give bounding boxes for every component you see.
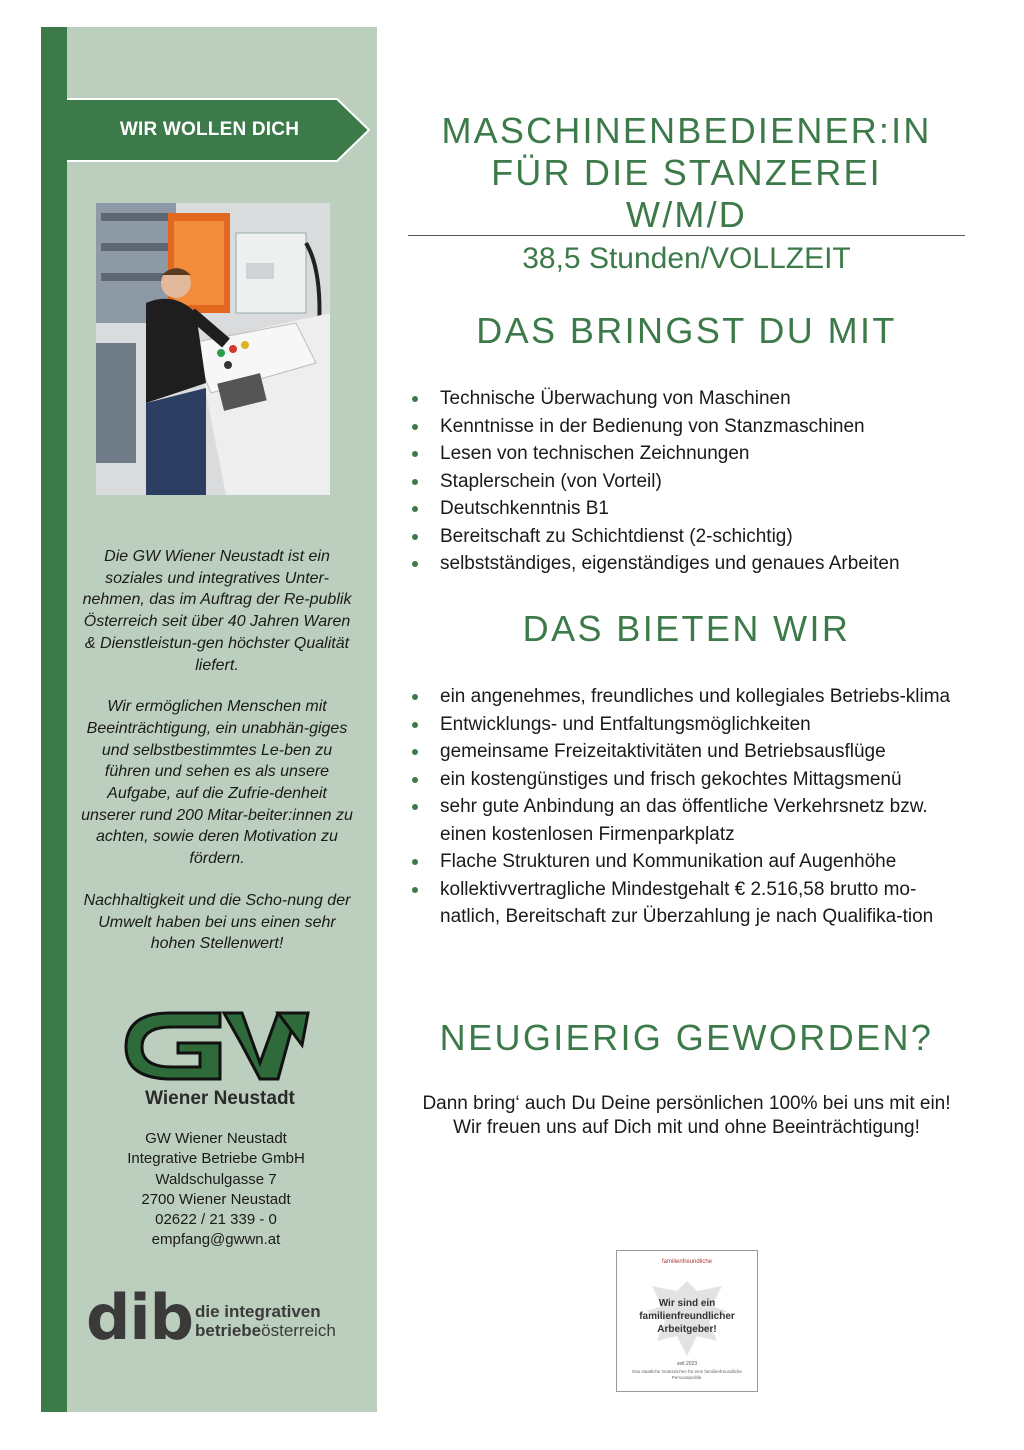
worker-photo xyxy=(96,203,330,495)
dib-logo-text xyxy=(195,1302,336,1340)
list-item: ein kostengünstiges und frisch gekochtes Mittagsmenü xyxy=(410,766,958,794)
address-line: Integrative Betriebe GmbH xyxy=(127,1150,305,1168)
call-to-action xyxy=(408,1092,965,1139)
address-line: 2700 Wiener Neustadt xyxy=(141,1190,291,1208)
seal-top-text: familienfreundliche xyxy=(661,1259,713,1265)
banner xyxy=(67,97,370,163)
list-item: Flache Strukturen und Kommunikation auf Augenhöhe xyxy=(410,848,958,876)
heading-requirements: DAS BRINGST DU MIT xyxy=(476,310,897,351)
requirements-list xyxy=(410,385,970,578)
list-item: Deutschkenntnis B1 xyxy=(410,495,970,523)
cta-line-1: Dann bring‘ auch Du Deine persönlichen 100% bei uns mit ein! xyxy=(422,1093,951,1114)
company-about xyxy=(78,546,356,975)
seal-line: Wir sind ein xyxy=(658,1298,716,1309)
job-title xyxy=(408,110,965,236)
job-title-line: MASCHINENBEDIENER:IN xyxy=(441,110,932,151)
list-item: Lesen von technischen Zeichnungen xyxy=(410,440,970,468)
job-title-line: W/M/D xyxy=(626,194,747,235)
list-item: gemeinsame Freizeitaktivitäten und Betriebsausflüge xyxy=(410,738,958,766)
email-address: empfang@gwwn.at xyxy=(151,1231,281,1249)
working-hours: 38,5 Stunden/VOLLZEIT xyxy=(522,242,851,275)
seal-line: familienfreundlicher xyxy=(639,1311,735,1322)
seal-year: seit 2023 xyxy=(676,1361,698,1367)
job-title-line: FÜR DIE STANZEREI xyxy=(491,152,882,193)
address-line: GW Wiener Neustadt xyxy=(145,1130,287,1147)
sidebar-stripe xyxy=(41,27,67,1412)
list-item: sehr gute Anbindung an das öffentliche Verkehrsnetz bzw. einen kostenlosen Firmenparkplatz xyxy=(410,793,958,848)
seal-footnote: Das staatliche Gütezeichen für eine familienfreundliche Personalpolitik. xyxy=(632,1369,742,1380)
dib-logo-mark: dib xyxy=(86,1281,194,1354)
address-line: Waldschulgasse 7 xyxy=(155,1170,277,1188)
list-item: kollektivvertragliche Mindestgehalt € 2.516,58 brutto mo-natlich, Bereitschaft zur Überzahlung je nach Qualifika-tion xyxy=(410,876,958,931)
about-paragraph-2: Wir ermöglichen Menschen mit Beeinträchtigung, ein unabhän-giges und selbstbestimmtes Le-ben zu führen und sehen es als unsere Aufgabe, auf die Zufrie-denheit unserer rund 200 Mitar-beiter:innen zu achten, sowie deren Motivation zu fördern. xyxy=(81,698,353,868)
cta-line-2: Wir freuen uns auf Dich mit und ohne Beeinträchtigung! xyxy=(453,1116,920,1138)
about-paragraph-3: Nachhaltigkeit und die Scho-nung der Umwelt haben bei uns einen sehr hohen Stellenwert! xyxy=(83,891,351,953)
dib-line2-rest: österreich xyxy=(261,1321,336,1340)
list-item: Staplerschein (von Vorteil) xyxy=(410,468,970,496)
dib-line1: die integrativen xyxy=(195,1302,321,1321)
list-item: selbstständiges, eigenständiges und genaues Arbeiten xyxy=(410,550,970,578)
list-item: Bereitschaft zu Schichtdienst (2-schichtig) xyxy=(410,523,970,551)
offer-list xyxy=(410,683,958,931)
phone-number: 02622 / 21 339 - 0 xyxy=(155,1211,277,1229)
list-item: Technische Überwachung von Maschinen xyxy=(410,385,970,413)
company-address xyxy=(96,1129,336,1251)
about-paragraph-1: Die GW Wiener Neustadt ist ein soziales und integratives Unter-nehmen, das im Auftrag der Re-publik Österreich seit über 40 Jahren Waren & Dienstleistun-gen höchster Qualität liefert. xyxy=(82,548,352,674)
seal-main-text xyxy=(617,1297,757,1336)
dib-line2-bold: betriebe xyxy=(195,1321,262,1340)
heading-interested: NEUGIERIG GEWORDEN? xyxy=(439,1017,934,1058)
heading-offer: DAS BIETEN WIR xyxy=(522,608,851,649)
list-item: Entwicklungs- und Entfaltungsmöglichkeiten xyxy=(410,711,958,739)
gw-logo-name: Wiener Neustadt xyxy=(145,1088,295,1109)
seal-line: Arbeitgeber! xyxy=(657,1324,717,1335)
family-friendly-seal xyxy=(616,1250,758,1392)
list-item: ein angenehmes, freundliches und kollegiales Betriebs-klima xyxy=(410,683,958,711)
list-item: Kenntnisse in der Bedienung von Stanzmaschinen xyxy=(410,413,970,441)
banner-text: WIR WOLLEN DICH xyxy=(119,119,300,140)
title-divider xyxy=(408,235,965,236)
